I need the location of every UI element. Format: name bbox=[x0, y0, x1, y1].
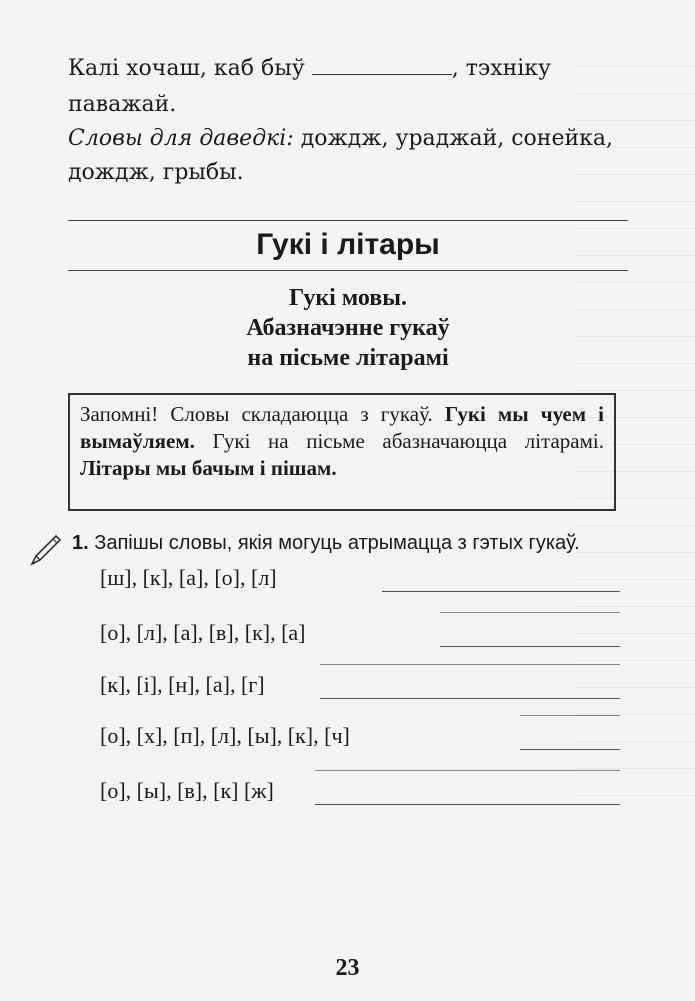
subtitle-line-3: на пісьме літарамі bbox=[247, 345, 449, 371]
sound-sequence: [о], [х], [п], [л], [ы], [к], [ч] bbox=[100, 723, 350, 748]
hint-words bbox=[68, 122, 628, 190]
answer-line-upper[interactable] bbox=[520, 715, 620, 716]
answer-line-upper[interactable] bbox=[315, 770, 620, 771]
exercise-row bbox=[100, 620, 620, 660]
answer-line[interactable] bbox=[315, 804, 620, 805]
hint-label: Словы для даведкі: bbox=[68, 126, 294, 151]
subtitle-line-1: Гукі мовы. bbox=[289, 285, 407, 311]
answer-line[interactable] bbox=[382, 591, 620, 592]
exercise-number: 1. bbox=[72, 532, 89, 554]
answer-line[interactable] bbox=[440, 646, 620, 647]
rule-box bbox=[68, 393, 616, 511]
rule-text-4: Літары мы бачым і пішам. bbox=[80, 456, 337, 480]
rule-text-3: Гукі на пісьме абазначаюцца літарамі. bbox=[194, 429, 604, 453]
page-number: 23 bbox=[335, 955, 360, 981]
sound-sequence: [ш], [к], [а], [о], [л] bbox=[100, 565, 277, 590]
sound-sequence: [о], [л], [а], [в], [к], [а] bbox=[100, 620, 306, 645]
answer-line[interactable] bbox=[320, 698, 620, 699]
hint-list: дождж, ураджай, сонейка, дождж, грыбы. bbox=[68, 126, 613, 185]
proverb-line2: паважай. bbox=[68, 92, 177, 117]
exercise-row bbox=[100, 778, 620, 818]
exercise-row bbox=[100, 672, 620, 712]
answer-line-upper[interactable] bbox=[440, 612, 620, 613]
section-title: Гукі і літары bbox=[256, 228, 440, 261]
divider-bottom bbox=[68, 270, 628, 271]
sound-sequence: [к], [і], [н], [а], [г] bbox=[100, 672, 265, 697]
proverb-blank[interactable] bbox=[312, 50, 452, 75]
rule-text-1: Запомні! Словы складаюцца з гукаў. bbox=[80, 402, 445, 426]
exercise-text: Запішы словы, якія могуць атрымацца з гэтых гукаў. bbox=[88, 532, 580, 554]
proverb-start: Калі хочаш, каб быў bbox=[68, 56, 305, 81]
lesson-subtitle bbox=[68, 283, 628, 373]
divider-top bbox=[68, 220, 628, 221]
exercise-row bbox=[100, 723, 620, 763]
proverb-text bbox=[68, 50, 628, 123]
proverb-end: , тэхніку bbox=[451, 56, 551, 81]
answer-line[interactable] bbox=[520, 749, 620, 750]
rule-text-2: Гукі мы чуем і вымаўляем. bbox=[80, 402, 604, 453]
exercise-row bbox=[100, 565, 620, 605]
exercise-instruction bbox=[72, 532, 632, 555]
subtitle-line-2: Абазначэнне гукаў bbox=[246, 315, 450, 341]
sound-sequence: [о], [ы], [в], [к] [ж] bbox=[100, 778, 274, 803]
answer-line-upper[interactable] bbox=[320, 664, 620, 665]
pencil-icon bbox=[26, 530, 66, 570]
